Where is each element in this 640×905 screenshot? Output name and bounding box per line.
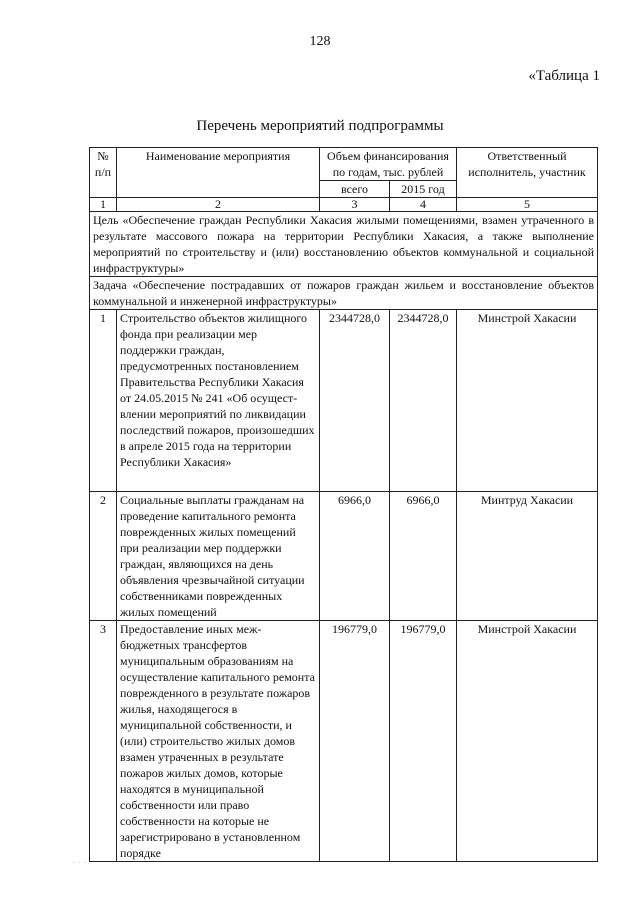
row-year-2015: 2344728,0: [390, 310, 457, 492]
row-name: Социальные выплаты гражданам на проведение капитального ремонта поврежденных жилых помещений при реализации мер поддержки граждан, являющихся на день объявления чрезвычайной ситуации собственниками поврежденных жилых помещений: [117, 492, 320, 621]
header-executor: Ответственный исполнитель, участник: [457, 148, 598, 198]
row-name: Предоставление иных меж-бюджетных трансфертов муниципальным образованиям на осуществление капитального ремонта поврежденного в результате пожаров жилья, находящегося в муниципальной собственности, и (или) строительство жилых домов взамен утраченных в результате пожаров жилых домов, которые находятся в муниципальной собственности или право собственности на которые не зарегистрировано в установленном порядке: [117, 621, 320, 862]
row-number: 1: [90, 310, 117, 492]
table-row: [90, 621, 598, 862]
task-row: Задача «Обеспечение пострадавших от пожаров граждан жильем и восстановление объектов коммунальной и инженерной инфраструктуры»: [90, 277, 598, 310]
header-year: 2015 год: [390, 181, 457, 198]
header-funding: Объем финансирования по годам, тыс. рублей: [320, 148, 457, 181]
row-total: 6966,0: [320, 492, 390, 621]
row-executor: Минстрой Хакасии: [457, 310, 598, 492]
goal-row: Цель «Обеспечение граждан Республики Хакасия жилыми помещениями, взамен утраченного в результате массового пожара на территории Республики Хакасия, а также выполнение мероприятий по строительству и (или) восстановлению объектов коммунальной и социальной инфраструктуры»: [90, 212, 598, 277]
row-total: 2344728,0: [320, 310, 390, 492]
row-number: 2: [90, 492, 117, 621]
row-year-2015: 196779,0: [390, 621, 457, 862]
page-number: 128: [309, 34, 331, 49]
column-number: 1: [90, 198, 117, 212]
row-executor: Минтруд Хакасии: [457, 492, 598, 621]
row-number: 3: [90, 621, 117, 862]
measures-table: [89, 147, 598, 862]
table-row: [90, 492, 598, 621]
row-executor: Минстрой Хакасии: [457, 621, 598, 862]
column-number: 4: [390, 198, 457, 212]
header-total: всего: [320, 181, 390, 198]
header-name: Наименование мероприятия: [117, 148, 320, 198]
scan-artifact: · · ·: [72, 858, 87, 869]
column-number: 3: [320, 198, 390, 212]
row-year-2015: 6966,0: [390, 492, 457, 621]
column-number: 5: [457, 198, 598, 212]
document-title: Перечень мероприятий подпрограммы: [196, 118, 444, 134]
column-number: 2: [117, 198, 320, 212]
header-num: № п/п: [90, 148, 117, 198]
table-caption: «Таблица 1: [528, 68, 600, 84]
row-name: Строительство объектов жилищного фонда при реализации мер поддержки граждан, предусмотренных постановлением Правительства Республики Хакасия от 24.05.2015 № 241 «Об осущест-влении мероприятий по ликвидации последствий пожаров, произошедших в апреле 2015 года на территории Республики Хакасия»: [117, 310, 320, 492]
table-row: [90, 310, 598, 492]
row-total: 196779,0: [320, 621, 390, 862]
